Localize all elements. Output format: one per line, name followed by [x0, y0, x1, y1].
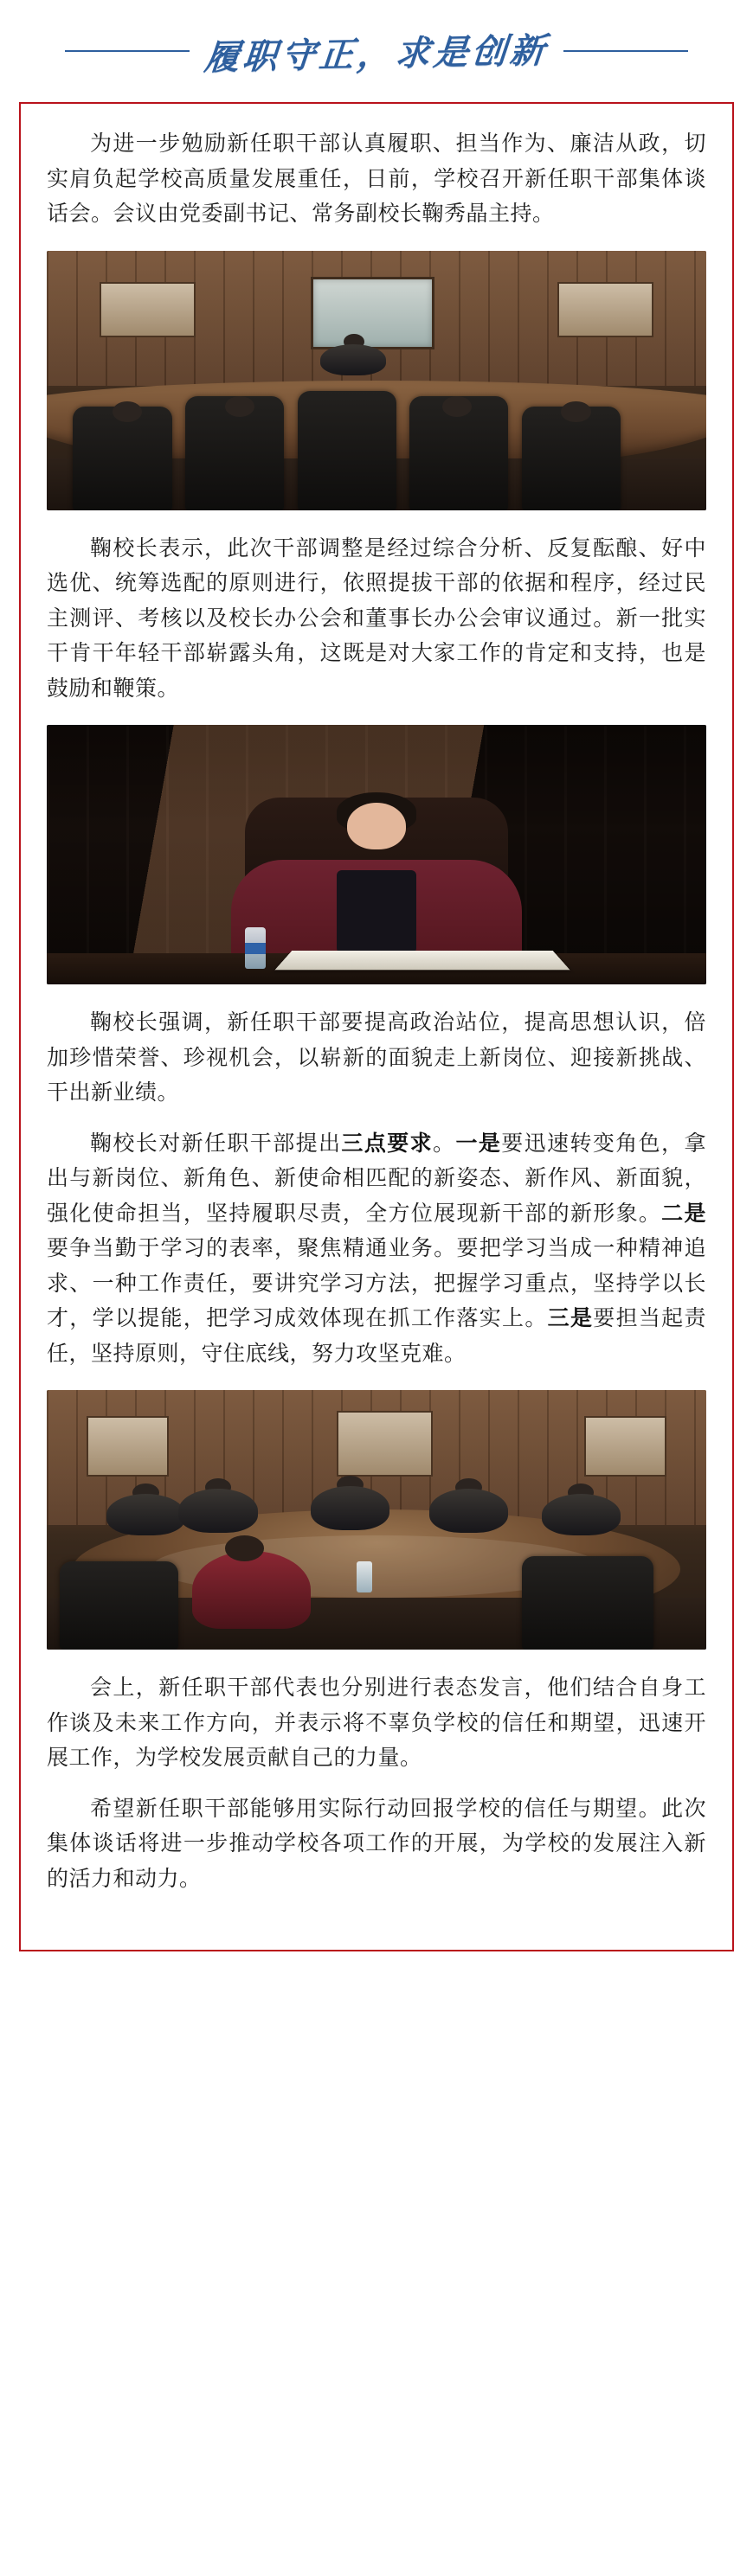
body-text: 要迅速转变角色，拿出与新岗位、新角色、新使命相匹配的新姿态、新作风、新面貌，强化使命担当，坚持履职尽责，全方位展现新干部的新形象。: [47, 1131, 706, 1226]
wall-panel-left: [100, 282, 196, 337]
group-person-1: [106, 1494, 185, 1535]
chair-front-right: [522, 1556, 653, 1650]
paragraph-4: [47, 1126, 706, 1372]
article-frame: [19, 102, 734, 1951]
room-window: [311, 277, 434, 349]
group-person-4: [429, 1489, 508, 1533]
attendee-head-4: [561, 401, 590, 422]
page-banner: [0, 0, 753, 102]
foreground-speaker: [192, 1551, 311, 1629]
speaker-portrait-scene: [47, 725, 706, 984]
attendee-head-1: [113, 401, 142, 422]
wall-panel-right: [557, 282, 653, 337]
chair-1: [73, 407, 171, 510]
banner-inner: [65, 27, 688, 76]
emphasis-text: 二是: [661, 1201, 706, 1226]
attendee-head-2: [225, 396, 254, 417]
paragraph-3: 鞠校长强调，新任职干部要提高政治站位，提高思想认识，倍加珍惜荣誉、珍视机会，以崭新的面貌走上新岗位、迎接新挑战、干出新业绩。: [47, 1010, 706, 1105]
portrait-face: [347, 803, 407, 849]
wall-panel-b: [337, 1411, 433, 1477]
body-text: 要争当勤于学习的表率，聚焦精通业务。要把学习当成一种精神追求、一种工作责任，要讲究学习方法，把握学习重点，坚持学以长才，学以提能，把学习成效体现在抓工作落实上。: [47, 1236, 706, 1330]
emphasis-text: 一是: [455, 1131, 502, 1156]
photo-3: [47, 1390, 706, 1650]
photo-1: [47, 251, 706, 510]
banner-rule-left-icon: [65, 50, 190, 52]
table-bottle: [357, 1561, 372, 1592]
photo-1-image: [47, 251, 706, 510]
photo-3-image: [47, 1390, 706, 1650]
paragraph-6: 希望新任职干部能够用实际行动回报学校的信任与期望。此次集体谈话将进一步推动学校各项工作的开展，为学校的发展注入新的活力和动力。: [47, 1796, 706, 1891]
photo-2-image: [47, 725, 706, 984]
body-text: 。: [433, 1131, 456, 1156]
foreground-speaker-head: [225, 1535, 265, 1561]
seated-person-far: [320, 344, 386, 375]
body-text: 要担当起责任，坚持原则，守住底线，努力攻坚克难。: [47, 1306, 706, 1366]
emphasis-text: 三点要求: [341, 1131, 434, 1156]
photo-2: [47, 725, 706, 984]
chair-front-left: [60, 1561, 178, 1650]
group-person-5: [542, 1494, 621, 1535]
page-title: 履职守正，求是创新: [203, 30, 550, 77]
emphasis-text: 三是: [547, 1306, 594, 1330]
attendee-head-3: [442, 396, 472, 417]
round-table-scene: [47, 1390, 706, 1650]
portrait-inner-shirt: [337, 870, 415, 953]
water-bottle: [245, 927, 266, 969]
chair-5: [522, 407, 621, 510]
meeting-room-scene: [47, 251, 706, 510]
paragraph-2: 鞠校长表示，此次干部调整是经过综合分析、反复酝酿、好中选优、统筹选配的原则进行，依照提拔干部的依据和程序，经过民主测评、考核以及校长办公会和董事长办公会审议通过。新一批实干肯干年轻干部崭露头角，这既是对大家工作的肯定和支持，也是鼓励和鞭策。: [47, 535, 706, 701]
group-person-2: [178, 1489, 257, 1533]
chair-3: [298, 391, 396, 510]
frame-bottom-space: [47, 1912, 706, 1920]
wall-panel-c: [584, 1416, 666, 1477]
group-person-3: [311, 1486, 389, 1530]
wall-panel-a: [87, 1416, 169, 1477]
paragraph-1: 为进一步勉励新任职干部认真履职、担当作为、廉洁从政，切实肩负起学校高质量发展重任，日前，学校召开新任职干部集体谈话会。会议由党委副书记、常务副校长鞠秀晶主持。: [47, 131, 706, 226]
banner-rule-right-icon: [563, 50, 688, 52]
body-text: 鞠校长对新任职干部提出: [90, 1131, 342, 1156]
paragraph-5: 会上，新任职干部代表也分别进行表态发言，他们结合自身工作谈及未来工作方向，并表示将不辜负学校的信任和期望，迅速开展工作，为学校发展贡献自己的力量。: [47, 1676, 706, 1770]
